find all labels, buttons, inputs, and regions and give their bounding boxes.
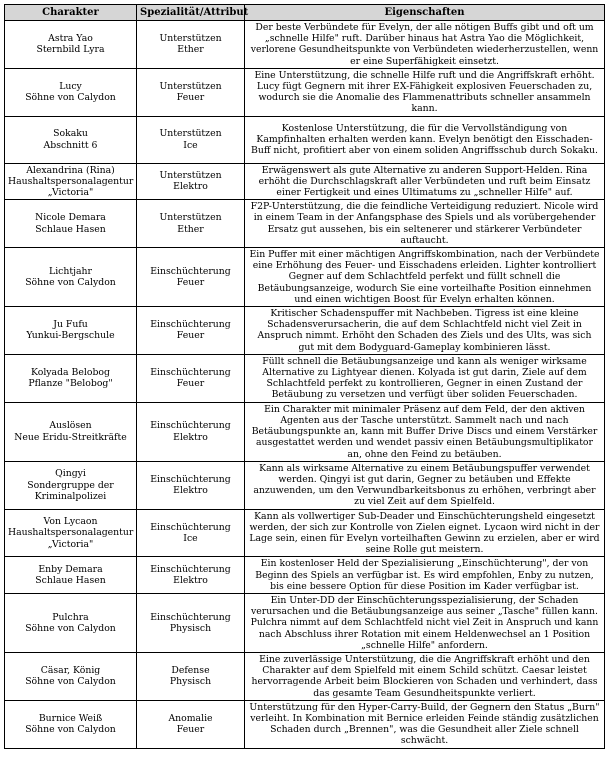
properties-cell: Der beste Verbündete für Evelyn, der alle nötigen Buffs gibt und oft um „schnelle Hilfe" ruft. Darüber hinaus hat Astra Yao die Möglichkeit, verlorene Gesundheitspunkte von Verbündeten wiederherzustellen, wenn er eine Superfähigkeit einsetzt. bbox=[245, 21, 605, 69]
character-faction: Abschnitt 6 bbox=[43, 139, 98, 151]
character-name: Enby Demara bbox=[38, 563, 103, 575]
specialty: Unterstützen bbox=[159, 212, 222, 224]
specialty-cell bbox=[137, 700, 245, 748]
character-name: Cäsar, König bbox=[40, 665, 101, 677]
specialty: Einschüchterung bbox=[150, 473, 231, 485]
specialty: Einschüchterung bbox=[150, 319, 231, 331]
attribute: Physisch bbox=[169, 676, 212, 688]
attribute: Elektro bbox=[173, 431, 208, 443]
specialty: Einschüchterung bbox=[150, 521, 231, 533]
attribute: Ice bbox=[183, 532, 198, 544]
specialty: Einschüchterung bbox=[150, 611, 231, 623]
character-name: Astra Yao bbox=[48, 33, 93, 45]
table-row bbox=[5, 307, 605, 355]
attribute: Elektro bbox=[173, 575, 208, 587]
character-cell bbox=[5, 461, 137, 509]
attribute: Feuer bbox=[176, 277, 205, 289]
header-properties: Eigenschaften bbox=[245, 5, 605, 21]
properties-cell: Kann als wirksame Alternative zu einem Betäubungspuffer verwendet werden. Qingyi ist gut darin, Gegner zu betäuben und Effekte anzuwenden, um den Verwundbarkeitsbonus zu erhöhen, verbringt aber zu viel Zeit auf dem Spielfeld. bbox=[245, 461, 605, 509]
character-name: Lucy bbox=[59, 81, 82, 93]
character-cell bbox=[5, 557, 137, 594]
properties-cell: Ein Charakter mit minimaler Präsenz auf dem Feld, der den aktiven Agenten aus der Tasche unterstützt. Sammelt nach und nach Betäubungspunkte an, kann mit Buffer Drive Discs und einem Verstärker ausgestattet werden und wendet passiv einen Betäubungsmultiplikator an, ohne den Feind zu betäuben. bbox=[245, 402, 605, 461]
table-row bbox=[5, 200, 605, 248]
header-character: Charakter bbox=[5, 5, 137, 21]
specialty: Unterstützen bbox=[159, 33, 222, 45]
table-row bbox=[5, 461, 605, 509]
attribute: Ice bbox=[183, 139, 198, 151]
specialty-cell bbox=[137, 248, 245, 307]
character-name: Von Lycaon bbox=[43, 516, 98, 528]
character-faction: Haushaltspersonalagentur „Victoria" bbox=[8, 527, 134, 550]
header-row bbox=[5, 5, 605, 21]
character-faction: Söhne von Calydon bbox=[25, 277, 116, 289]
characters-table bbox=[4, 4, 605, 749]
specialty: Einschüchterung bbox=[150, 265, 231, 277]
properties-cell: Eine zuverlässige Unterstützung, die die Angriffskraft erhöht und den Charakter auf dem Spielfeld mit einem Schild schützt. Caesar leistet hervorragende Arbeit beim Blockieren von Schaden und verhindert, dass das gesamte Team Gesundheitspunkte verliert. bbox=[245, 652, 605, 700]
character-name: Kolyada Belobog bbox=[31, 367, 110, 379]
specialty-cell bbox=[137, 557, 245, 594]
character-cell bbox=[5, 68, 137, 116]
table-row bbox=[5, 402, 605, 461]
character-cell bbox=[5, 652, 137, 700]
character-name: Sokaku bbox=[53, 128, 88, 140]
properties-cell: Kann als vollwertiger Sub-Deader und Einschüchterungsheld eingesetzt werden, der sich zur Kontrolle von Zielen eignet. Lycaon wird nicht in der Lage sein, einen für Evelyn vorteilhaften Gewinn zu erzielen, aber er wird seine Rolle gut meistern. bbox=[245, 509, 605, 557]
character-cell bbox=[5, 163, 137, 200]
character-cell bbox=[5, 402, 137, 461]
specialty-cell bbox=[137, 200, 245, 248]
specialty-cell bbox=[137, 402, 245, 461]
character-faction: Söhne von Calydon bbox=[25, 676, 116, 688]
specialty-cell bbox=[137, 163, 245, 200]
character-faction: Schlaue Hasen bbox=[35, 575, 106, 587]
attribute: Feuer bbox=[176, 92, 205, 104]
character-cell bbox=[5, 116, 137, 163]
attribute: Feuer bbox=[176, 330, 205, 342]
character-name: Alexandrina (Rina) bbox=[26, 164, 115, 176]
table-row bbox=[5, 248, 605, 307]
header-specialty: Spezialität/Attribut bbox=[137, 5, 245, 21]
character-name: Lichtjahr bbox=[49, 265, 92, 277]
specialty-cell bbox=[137, 116, 245, 163]
table-row bbox=[5, 557, 605, 594]
specialty-cell bbox=[137, 509, 245, 557]
character-cell bbox=[5, 354, 137, 402]
attribute: Physisch bbox=[169, 622, 212, 634]
specialty: Defense bbox=[171, 665, 210, 677]
character-cell bbox=[5, 700, 137, 748]
character-faction: Schlaue Hasen bbox=[35, 223, 106, 235]
character-name: Auslösen bbox=[49, 420, 92, 432]
table-row bbox=[5, 116, 605, 163]
character-faction: Söhne von Calydon bbox=[25, 92, 116, 104]
attribute: Feuer bbox=[176, 378, 205, 390]
table-row bbox=[5, 21, 605, 69]
properties-cell: Ein Puffer mit einer mächtigen Angriffskombination, nach der Verbündete eine Erhöhung des Feuer- und Eisschadens erleiden. Lighter kontrolliert Gegner auf dem Schlachtfeld perfekt und füllt schnell die Betäubungsanzeige, wodurch Sie eine vorteilhafte Position einnehmen und einen wichtigen Boost für Evelyn erhalten können. bbox=[245, 248, 605, 307]
properties-cell: Eine Unterstützung, die schnelle Hilfe ruft und die Angriffskraft erhöht. Lucy fügt Gegnern mit ihrer EX-Fähigkeit explosiven Feuerschaden zu, wodurch sie die Anomalie des Flammenattributs schneller ansammeln kann. bbox=[245, 68, 605, 116]
character-faction: Sternbild Lyra bbox=[36, 44, 105, 56]
table-row bbox=[5, 163, 605, 200]
character-cell bbox=[5, 593, 137, 652]
character-name: Nicole Demara bbox=[35, 212, 106, 224]
character-faction: Sondergruppe der Kriminalpolizei bbox=[27, 479, 114, 502]
character-name: Qingyi bbox=[55, 468, 86, 480]
specialty: Unterstützen bbox=[159, 128, 222, 140]
table-row bbox=[5, 68, 605, 116]
specialty-cell bbox=[137, 593, 245, 652]
attribute: Feuer bbox=[176, 724, 205, 736]
attribute: Elektro bbox=[173, 181, 208, 193]
properties-cell: Kostenlose Unterstützung, die für die Vervollständigung von Kampfinhalten erhalten werden kann. Evelyn benötigt den Eisschaden-Buff nicht, profitiert aber von einem soliden Angriffsschub durch Sokaku. bbox=[245, 116, 605, 163]
properties-cell: F2P-Unterstützung, die die feindliche Verteidigung reduziert. Nicole wird in einem Team in der Anfangsphase des Spiels und als vorübergehender Ersatz gut aussehen, bis ein seltenerer und stärkerer Verbündeter auftaucht. bbox=[245, 200, 605, 248]
character-cell bbox=[5, 509, 137, 557]
table-row bbox=[5, 509, 605, 557]
character-cell bbox=[5, 307, 137, 355]
attribute: Elektro bbox=[173, 485, 208, 497]
table-row bbox=[5, 593, 605, 652]
character-faction: Yunkui-Bergschule bbox=[26, 330, 115, 342]
specialty-cell bbox=[137, 652, 245, 700]
character-name: Ju Fufu bbox=[53, 319, 88, 331]
properties-cell: Kritischer Schadenspuffer mit Nachbeben. Tigress ist eine kleine Schadensverursacherin, die auf dem Schlachtfeld nicht viel Zeit in Anspruch nimmt. Erhöht den Schaden des Ziels und des Ults, was sich gut mit dem Bodyguard-Gameplay kombinieren lässt. bbox=[245, 307, 605, 355]
specialty: Einschüchterung bbox=[150, 420, 231, 432]
table-row bbox=[5, 700, 605, 748]
attribute: Ether bbox=[177, 44, 204, 56]
character-faction: Söhne von Calydon bbox=[25, 724, 116, 736]
character-faction: Söhne von Calydon bbox=[25, 622, 116, 634]
specialty-cell bbox=[137, 354, 245, 402]
character-cell bbox=[5, 248, 137, 307]
specialty-cell bbox=[137, 21, 245, 69]
character-cell bbox=[5, 200, 137, 248]
character-faction: Pflanze "Belobog" bbox=[28, 378, 113, 390]
table-row bbox=[5, 354, 605, 402]
properties-cell: Füllt schnell die Betäubungsanzeige und kann als weniger wirksame Alternative zu Lightyear dienen. Kolyada ist gut darin, Ziele auf dem Schlachtfeld perfekt zu kontrollieren, Gegner in einen Zustand der Betäubung zu versetzen und verfügt über soliden Feuerschaden. bbox=[245, 354, 605, 402]
attribute: Ether bbox=[177, 223, 204, 235]
specialty-cell bbox=[137, 461, 245, 509]
character-cell bbox=[5, 21, 137, 69]
character-faction: Neue Eridu-Streitkräfte bbox=[14, 431, 127, 443]
properties-cell: Ein Unter-DD der Einschüchterungsspezialisierung, der Schaden verursachen und die Betäubungsanzeige aus seiner „Tasche" füllen kann. Pulchra nimmt auf dem Schlachtfeld nicht viel Zeit in Anspruch und kann nach Abschluss ihrer Rotation mit einem Heldenwechsel an 1 Position „schnelle Hilfe" anfordern. bbox=[245, 593, 605, 652]
specialty-cell bbox=[137, 307, 245, 355]
specialty: Einschüchterung bbox=[150, 367, 231, 379]
specialty: Anomalie bbox=[168, 712, 213, 724]
properties-cell: Erwägenswert als gute Alternative zu anderen Support-Helden. Rina erhöht die Durchschlagskraft aller Verbündeten und ruft beim Einsatz einer Fertigkeit und eines Ultimatums zu „schneller Hilfe" auf. bbox=[245, 163, 605, 200]
specialty: Unterstützen bbox=[159, 81, 222, 93]
specialty: Einschüchterung bbox=[150, 563, 231, 575]
properties-cell: Ein kostenloser Held der Spezialisierung „Einschüchterung", der von Beginn des Spiels an verfügbar ist. Es wird empfohlen, Enby zu nutzen, bis eine bessere Option für diese Position im Kader verfügbar ist. bbox=[245, 557, 605, 594]
character-name: Burnice Weiß bbox=[38, 712, 103, 724]
specialty: Unterstützen bbox=[159, 170, 222, 182]
specialty-cell bbox=[137, 68, 245, 116]
character-name: Pulchra bbox=[52, 611, 89, 623]
table-row bbox=[5, 652, 605, 700]
properties-cell: Unterstützung für den Hyper-Carry-Build, der Gegnern den Status „Burn" verleiht. In Kombination mit Bernice erleiden Feinde ständig zusätzlichen Schaden durch „Brennen", was die Gesundheit aller Ziele schnell schwächt. bbox=[245, 700, 605, 748]
character-faction: Haushaltspersonalagentur „Victoria" bbox=[8, 175, 134, 199]
